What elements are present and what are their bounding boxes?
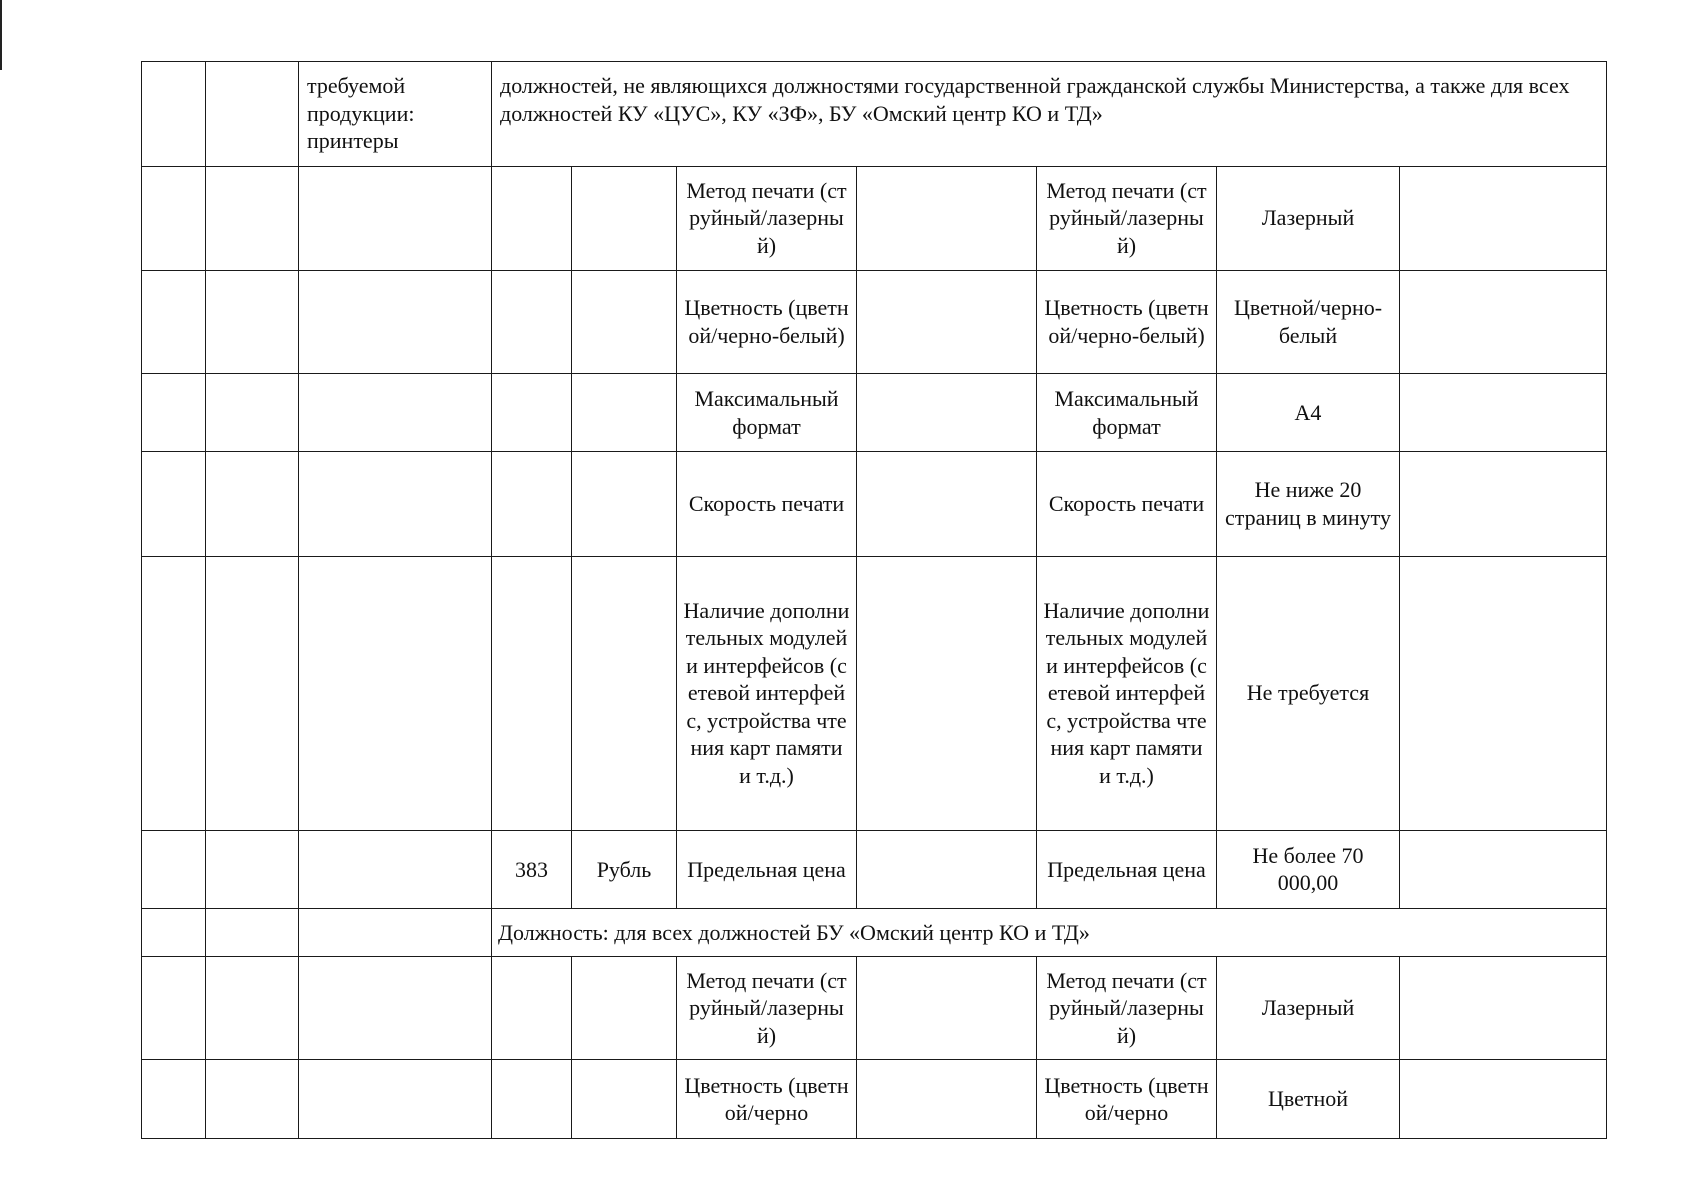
characteristic-left-cell: Наличие дополнительных модулей и интерфейсов (сетевой интерфейс, устройства чтения карт памяти и т.д.)	[677, 556, 857, 830]
unit-code-cell	[492, 556, 572, 830]
characteristic-right-cell: Цветность (цветной/черно-белый)	[1037, 270, 1217, 374]
characteristic-left-cell: Предельная цена	[677, 830, 857, 909]
unit-name-cell	[572, 556, 677, 830]
table-row	[142, 270, 1607, 374]
value-cell: Цветной	[1217, 1060, 1400, 1139]
characteristic-right-cell: Предельная цена	[1037, 830, 1217, 909]
table-row	[142, 166, 1607, 270]
value-cell: Не более 70 000,00	[1217, 830, 1400, 909]
unit-code-cell	[492, 166, 572, 270]
characteristic-right-cell: Наличие дополнительных модулей и интерфейсов (сетевой интерфейс, устройства чтения карт памяти и т.д.)	[1037, 556, 1217, 830]
value-cell: Лазерный	[1217, 166, 1400, 270]
unit-code-cell	[492, 270, 572, 374]
table-row	[142, 556, 1607, 830]
table-row	[142, 451, 1607, 556]
unit-code-cell	[492, 451, 572, 556]
unit-name-cell	[572, 451, 677, 556]
table-row	[142, 956, 1607, 1060]
printer-requirements-table	[141, 61, 1607, 1139]
table-row	[142, 374, 1607, 452]
value-cell: Цветной/черно-белый	[1217, 270, 1400, 374]
unit-name-cell	[572, 270, 677, 374]
characteristic-right-cell: Метод печати (струйный/лазерный)	[1037, 166, 1217, 270]
characteristic-right-cell: Максимальный формат	[1037, 374, 1217, 452]
unit-name-cell	[572, 166, 677, 270]
value-cell: Не ниже 20 страниц в минуту	[1217, 451, 1400, 556]
table-row-position	[142, 909, 1607, 956]
value-cell: Лазерный	[1217, 956, 1400, 1060]
table-row-header	[142, 62, 1607, 167]
unit-code-cell	[492, 956, 572, 1060]
cell-number	[142, 62, 206, 167]
unit-code-cell: 383	[492, 830, 572, 909]
characteristic-left-cell: Цветность (цветной/черно	[677, 1060, 857, 1139]
unit-name-cell	[572, 956, 677, 1060]
unit-name-cell	[572, 374, 677, 452]
position-heading-cell: Должность: для всех должностей БУ «Омский центр КО и ТД»	[492, 909, 1607, 956]
characteristic-left-cell: Цветность (цветной/черно-белый)	[677, 270, 857, 374]
page-edge-mark	[0, 0, 2, 70]
unit-code-cell	[492, 374, 572, 452]
table-row	[142, 1060, 1607, 1139]
unit-name-cell	[572, 1060, 677, 1139]
characteristic-left-cell: Метод печати (струйный/лазерный)	[677, 956, 857, 1060]
characteristic-right-cell: Метод печати (струйный/лазерный)	[1037, 956, 1217, 1060]
cell-okpd-code	[206, 62, 299, 167]
characteristic-left-cell: Максимальный формат	[677, 374, 857, 452]
positions-text-cell: должностей, не являющихся должностями государственной гражданской службы Министерства, а также для всех должностей КУ «ЦУС», КУ «ЗФ», БУ «Омский центр КО и ТД»	[492, 62, 1607, 167]
value-cell: Не требуется	[1217, 556, 1400, 830]
unit-name-cell: Рубль	[572, 830, 677, 909]
product-name-cell: требуемой продукции: принтеры	[299, 62, 492, 167]
characteristic-left-cell: Метод печати (струйный/лазерный)	[677, 166, 857, 270]
unit-code-cell	[492, 1060, 572, 1139]
characteristic-right-cell: Скорость печати	[1037, 451, 1217, 556]
table-row	[142, 830, 1607, 909]
characteristic-left-cell: Скорость печати	[677, 451, 857, 556]
characteristic-right-cell: Цветность (цветной/черно	[1037, 1060, 1217, 1139]
value-cell: А4	[1217, 374, 1400, 452]
